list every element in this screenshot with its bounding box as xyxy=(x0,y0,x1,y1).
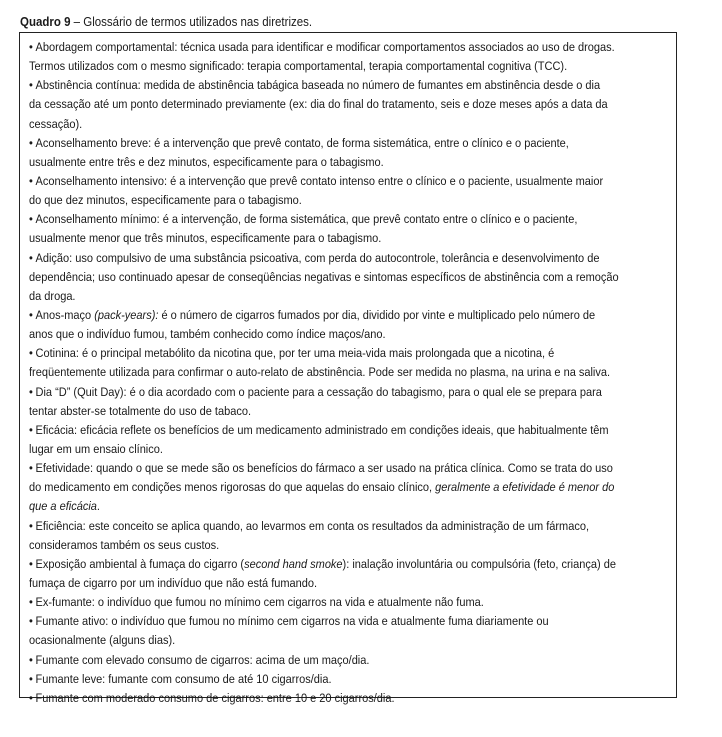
line-text: usualmente menor que três minutos, especificamente para o tabagismo. xyxy=(29,231,382,246)
bullet-icon: • xyxy=(29,212,33,227)
line-text: Fumante com elevado consumo de cigarros: acima de um maço/dia. xyxy=(35,652,370,667)
glossary-line xyxy=(29,574,668,593)
line-text: fumaça de cigarro por um indivíduo que não está fumando. xyxy=(29,575,318,590)
glossary-line xyxy=(29,440,668,459)
line-text: tentar abster-se totalmente do uso de tabaco. xyxy=(29,403,252,418)
line-text: Aconselhamento mínimo: é a intervenção, de forma sistemática, que prevê contato entre o clínico e o paciente, xyxy=(35,212,578,227)
caption-label: Quadro 9 xyxy=(20,15,71,29)
line-text: Dia “D” (Quit Day): é o dia acordado com o paciente para a cessação do tabagismo, para o qual ele se prepara para xyxy=(35,384,602,399)
glossary-line xyxy=(29,612,668,631)
line-text: Exposição ambiental à fumaça do cigarro ( xyxy=(35,556,245,571)
line-text: Abordagem comportamental: técnica usada para identificar e modificar comportamentos associados ao uso de drogas. xyxy=(35,40,615,54)
glossary-entry xyxy=(29,76,668,133)
glossary-box xyxy=(19,32,677,705)
glossary-line xyxy=(29,76,668,95)
bullet-icon: • xyxy=(29,652,33,667)
glossary-entry xyxy=(29,593,668,612)
line-text: da cessação até um ponto determinado previamente (ex: dia do final do tratamento, seis e doze meses após a data da xyxy=(29,97,608,112)
caption-title: Glossário de termos utilizados nas diretrizes. xyxy=(83,15,313,29)
glossary-entry xyxy=(29,459,668,516)
bullet-icon: • xyxy=(29,173,33,188)
line-text: Ex-fumante: o indivíduo que fumou no mínimo cem cigarros na vida e atualmente não fuma. xyxy=(35,595,484,610)
line-text: lugar em um ensaio clínico. xyxy=(29,441,163,456)
bullet-icon: • xyxy=(29,346,33,361)
glossary-line xyxy=(29,287,668,306)
bullet-icon: • xyxy=(29,135,33,150)
glossary-entry xyxy=(29,517,668,555)
glossary-line xyxy=(29,153,668,172)
glossary-line xyxy=(29,268,668,287)
line-text: Fumante com moderado consumo de cigarros: entre 10 e 20 cigarros/dia. xyxy=(35,690,395,705)
glossary-line xyxy=(29,57,668,76)
bullet-icon: • xyxy=(29,422,33,437)
glossary-entry xyxy=(29,306,668,344)
glossary-line xyxy=(29,536,668,555)
glossary-line xyxy=(29,38,668,57)
line-text: Fumante ativo: o indivíduo que fumou no mínimo cem cigarros na vida e atualmente fuma diariamente ou xyxy=(35,614,549,629)
line-italic-text: second hand smoke xyxy=(244,556,343,571)
line-text: Termos utilizados com o mesmo significado: terapia comportamental, terapia comportamental cognitiva (TCC). xyxy=(29,59,568,74)
line-text: cessação). xyxy=(29,116,83,131)
glossary-line xyxy=(29,306,668,325)
glossary-entry xyxy=(29,249,668,306)
line-text: Aconselhamento intensivo: é a intervenção que prevê contato intenso entre o clínico e o paciente, usualmente maior xyxy=(35,173,604,188)
glossary-line xyxy=(29,383,668,402)
line-text: Efetividade: quando o que se mede são os benefícios do fármaco a ser usado na prática clínica. Como se trata do uso xyxy=(35,461,613,476)
line-text: consideramos também os seus custos. xyxy=(29,537,220,552)
bullet-icon: • xyxy=(29,461,33,476)
glossary-entry xyxy=(29,344,668,382)
line-text: Eficácia: eficácia reflete os benefícios de um medicamento administrado em condições ideais, que habitualmente têm xyxy=(35,422,609,437)
bullet-icon: • xyxy=(29,384,33,399)
line-italic-text: geralmente a efetividade é menor do xyxy=(435,480,615,495)
glossary-entry xyxy=(29,651,668,670)
bullet-icon: • xyxy=(29,595,33,610)
glossary-line xyxy=(29,517,668,536)
glossary-line xyxy=(29,555,668,574)
bullet-icon: • xyxy=(29,614,33,629)
glossary-entry xyxy=(29,210,668,248)
glossary-line xyxy=(29,497,668,516)
bullet-icon: • xyxy=(29,690,33,705)
glossary-line xyxy=(29,651,668,670)
line-text: Anos-maço xyxy=(35,307,95,322)
glossary-line xyxy=(29,95,668,114)
glossary-line xyxy=(29,344,668,363)
glossary-line xyxy=(29,421,668,440)
bullet-icon: • xyxy=(29,307,33,322)
line-text: dependência; uso continuado apesar de conseqüências negativas e sintomas específicos de abstinência com a remoção xyxy=(29,269,619,284)
bullet-icon: • xyxy=(29,556,33,571)
line-text: Fumante leve: fumante com consumo de até 10 cigarros/dia. xyxy=(35,671,332,686)
line-text: Eficiência: este conceito se aplica quando, ao levarmos em conta os resultados da administração de um fármaco, xyxy=(35,518,590,533)
glossary-line xyxy=(29,115,668,134)
glossary-entry xyxy=(29,670,668,689)
glossary-line xyxy=(29,172,668,191)
line-text: Aconselhamento breve: é a intervenção que prevê contato, de forma sistemática, entre o clínico e o paciente, xyxy=(35,135,569,150)
caption-dash: – xyxy=(70,15,84,29)
line-text: Adição: uso compulsivo de uma substância psicoativa, com perda do autocontrole, tolerância e desenvolvimento de xyxy=(35,250,600,265)
line-text: do medicamento em condições menos rigorosas do que aquelas do ensaio clínico, xyxy=(29,480,436,495)
glossary-line xyxy=(29,402,668,421)
bullet-icon: • xyxy=(29,671,33,686)
glossary-entry xyxy=(29,612,668,650)
glossary-line xyxy=(29,134,668,153)
glossary-entry xyxy=(29,421,668,459)
line-text: freqüentemente utilizada para confirmar o auto-relato de abstinência. Pode ser medida no plasma, na urina e na saliva. xyxy=(29,365,611,380)
glossary-line xyxy=(29,689,668,708)
line-text: usualmente entre três e dez minutos, especificamente para o tabagismo. xyxy=(29,154,384,169)
glossary-entry xyxy=(29,555,668,593)
line-text: ): inalação involuntária ou compulsória (feto, criança) de xyxy=(342,556,616,571)
bullet-icon: • xyxy=(29,40,33,54)
bullet-icon: • xyxy=(29,250,33,265)
glossary-line xyxy=(29,229,668,248)
line-text: Abstinência contínua: medida de abstinência tabágica baseada no número de fumantes em abstinência desde o dia xyxy=(35,78,601,93)
glossary-line xyxy=(29,478,668,497)
line-text: Cotinina: é o principal metabólito da nicotina que, por ter uma meia-vida mais prolongada que a nicotina, é xyxy=(35,346,555,361)
bullet-icon: • xyxy=(29,78,33,93)
line-text: ocasionalmente (alguns dias). xyxy=(29,633,176,648)
line-italic-text: (pack-years): xyxy=(94,307,159,322)
glossary-line xyxy=(29,210,668,229)
line-text: é o número de cigarros fumados por dia, dividido por vinte e multiplicado pelo número de xyxy=(158,307,596,322)
line-text: do que dez minutos, especificamente para o tabagismo. xyxy=(29,193,302,208)
glossary-line xyxy=(29,191,668,210)
bullet-icon: • xyxy=(29,518,33,533)
figure-caption xyxy=(20,14,312,30)
glossary-entry xyxy=(29,38,668,76)
glossary-entry xyxy=(29,134,668,172)
glossary-line xyxy=(29,363,668,382)
line-italic-text: que a eficácia xyxy=(29,499,97,514)
glossary-line xyxy=(29,249,668,268)
glossary-line xyxy=(29,631,668,650)
glossary-line xyxy=(29,459,668,478)
glossary-entry xyxy=(29,689,668,708)
glossary-line xyxy=(29,670,668,689)
line-text: . xyxy=(96,499,100,514)
glossary-line xyxy=(29,325,668,344)
line-text: da droga. xyxy=(29,288,76,303)
glossary-entry xyxy=(29,172,668,210)
glossary-line xyxy=(29,593,668,612)
glossary-list xyxy=(29,38,668,708)
line-text: anos que o indivíduo fumou, também conhecido como índice maços/ano. xyxy=(29,327,386,342)
glossary-entry xyxy=(29,383,668,421)
